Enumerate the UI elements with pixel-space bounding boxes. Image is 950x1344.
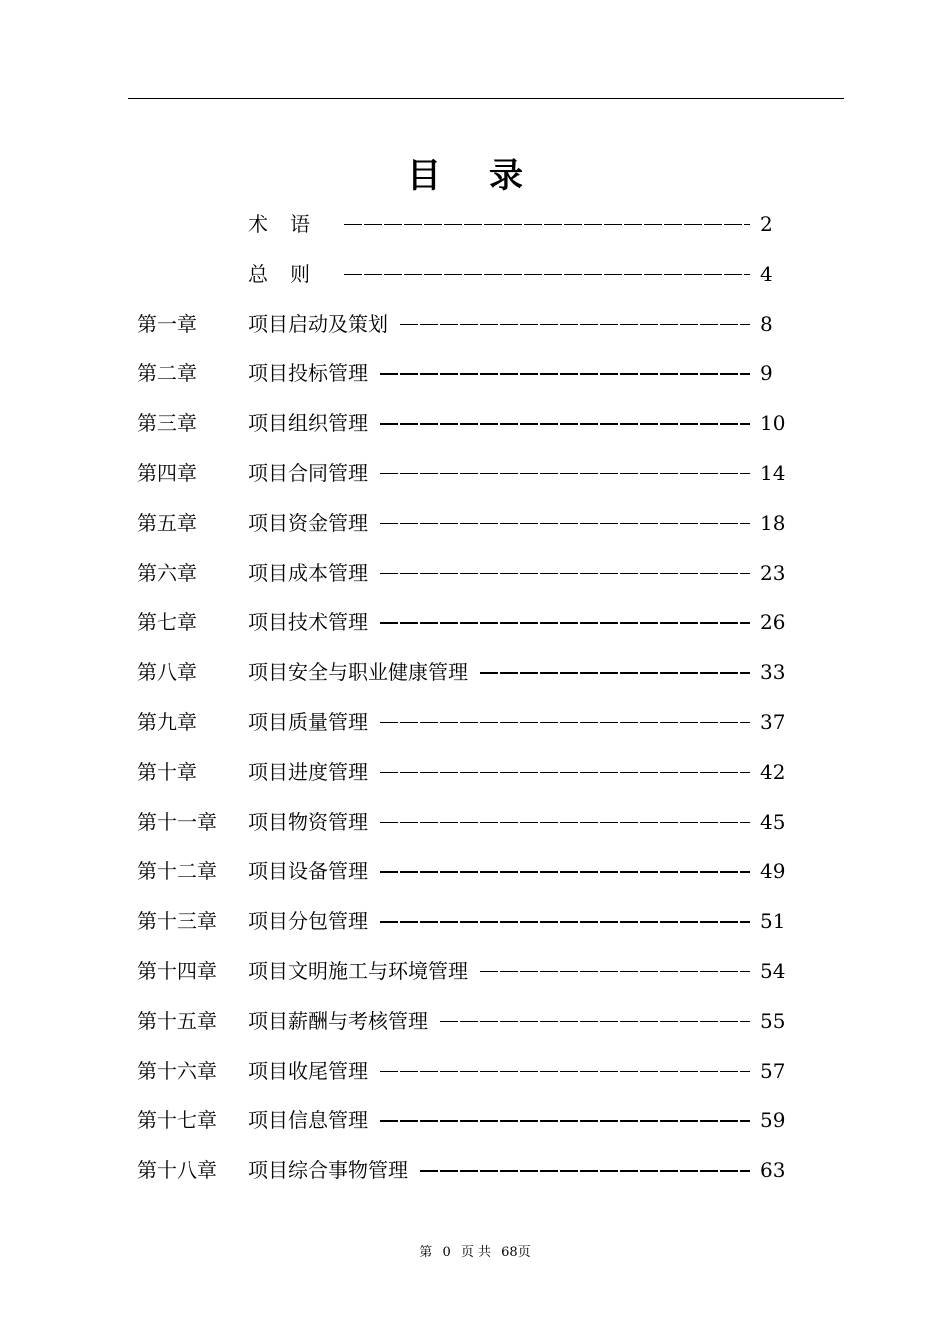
toc-entry[interactable] [0, 598, 950, 648]
toc-title-text: 项目组织管理 [248, 411, 368, 436]
toc-leader-line [440, 1021, 750, 1022]
toc-page-number: 55 [760, 1008, 786, 1033]
toc-title-text: 项目文明施工与环境管理 [248, 958, 468, 983]
toc-leader-line [344, 224, 750, 225]
toc-entry[interactable] [0, 698, 950, 748]
toc-entry[interactable] [0, 399, 950, 449]
toc-title-text: 总则 [248, 261, 332, 286]
toc-chapter-number: 第一章 [137, 311, 197, 336]
toc-leader-line [380, 822, 750, 823]
footer-current-page: 0 [442, 1245, 451, 1260]
toc-chapter-number: 第十八章 [137, 1158, 217, 1183]
toc-chapter-number: 第九章 [137, 709, 197, 734]
toc-leader-line [380, 722, 750, 723]
toc-page-number: 54 [760, 958, 786, 983]
toc-title-text: 项目物资管理 [248, 809, 368, 834]
page-footer [0, 1243, 950, 1263]
toc-entry[interactable] [0, 549, 950, 599]
footer-total-pages: 68页 [501, 1245, 531, 1260]
toc-title-text: 项目合同管理 [248, 460, 368, 485]
toc-leader-line [380, 473, 750, 474]
toc-title-text: 项目收尾管理 [248, 1058, 368, 1083]
toc-entry[interactable] [0, 250, 950, 300]
toc-chapter-number: 第十三章 [137, 909, 217, 934]
toc-entry[interactable] [0, 200, 950, 250]
toc-title-text: 项目薪酬与考核管理 [248, 1008, 428, 1033]
toc-leader-line [380, 1071, 750, 1072]
toc-page-number: 14 [760, 460, 786, 485]
toc-title-text: 项目进度管理 [248, 759, 368, 784]
toc-title-text: 项目技术管理 [248, 610, 368, 635]
toc-page-number: 57 [760, 1058, 786, 1083]
toc-title-text: 项目投标管理 [248, 361, 368, 386]
toc-chapter-number: 第十四章 [137, 958, 217, 983]
toc-leader-line [400, 324, 750, 325]
toc-page-number: 45 [760, 809, 786, 834]
toc-chapter-number: 第二章 [137, 361, 197, 386]
toc-entry[interactable] [0, 1047, 950, 1097]
toc-chapter-number: 第三章 [137, 411, 197, 436]
toc-page-number: 23 [760, 560, 786, 585]
toc-page-number: 10 [760, 411, 786, 436]
toc-leader-line [380, 523, 750, 524]
toc-title-text: 项目资金管理 [248, 510, 368, 535]
toc-leader-line [380, 423, 750, 424]
toc-title-text: 项目成本管理 [248, 560, 368, 585]
toc-entry[interactable] [0, 648, 950, 698]
toc-title-text: 项目综合事物管理 [248, 1158, 408, 1183]
toc-leader-line [380, 573, 750, 574]
toc-leader-line [480, 971, 750, 972]
toc-page-number: 63 [760, 1158, 786, 1183]
toc-page-number: 8 [760, 311, 773, 336]
toc-entry[interactable] [0, 499, 950, 549]
toc-page-number: 26 [760, 610, 786, 635]
toc-title-text: 术语 [248, 212, 332, 236]
toc-chapter-number: 第七章 [137, 610, 197, 635]
toc-entry[interactable] [0, 947, 950, 997]
toc-page-number: 9 [760, 361, 773, 386]
toc-entry[interactable] [0, 1096, 950, 1146]
toc-page-number: 42 [760, 759, 786, 784]
toc-entry[interactable] [0, 300, 950, 350]
toc-title-text: 项目启动及策划 [248, 311, 388, 336]
toc-chapter-number: 第十二章 [137, 859, 217, 884]
toc-entry[interactable] [0, 847, 950, 897]
toc-list [0, 200, 950, 1196]
toc-page-number: 51 [760, 909, 786, 934]
toc-leader-line [380, 622, 750, 623]
toc-leader-line [380, 921, 750, 922]
toc-title-text: 项目安全与职业健康管理 [248, 660, 468, 685]
toc-page-number: 37 [760, 709, 786, 734]
toc-leader-line [380, 772, 750, 773]
toc-chapter-number: 第十一章 [137, 809, 217, 834]
toc-chapter-number: 第十章 [137, 759, 197, 784]
toc-chapter-number: 第十六章 [137, 1058, 217, 1083]
toc-chapter-number: 第八章 [137, 660, 197, 685]
toc-entry[interactable] [0, 349, 950, 399]
toc-page-number: 2 [760, 212, 773, 236]
toc-title-text: 项目分包管理 [248, 909, 368, 934]
toc-leader-line [380, 373, 750, 374]
toc-chapter-number: 第十五章 [137, 1008, 217, 1033]
toc-chapter-number: 第十七章 [137, 1108, 217, 1133]
toc-title-text: 项目设备管理 [248, 859, 368, 884]
toc-page-number: 33 [760, 660, 786, 685]
toc-entry[interactable] [0, 748, 950, 798]
toc-leader-line [380, 1120, 750, 1121]
toc-entry[interactable] [0, 897, 950, 947]
toc-leader-line [480, 672, 750, 673]
toc-title: 目录 [407, 156, 571, 196]
toc-leader-line [380, 871, 750, 872]
toc-entry[interactable] [0, 798, 950, 848]
toc-title-text: 项目质量管理 [248, 709, 368, 734]
toc-title-text: 项目信息管理 [248, 1108, 368, 1133]
footer-prefix: 第 [419, 1245, 433, 1260]
toc-entry[interactable] [0, 449, 950, 499]
footer-mid: 页 共 [460, 1245, 492, 1260]
toc-entry[interactable] [0, 997, 950, 1047]
toc-page-number: 18 [760, 510, 786, 535]
toc-page-number: 4 [760, 261, 773, 286]
toc-chapter-number: 第五章 [137, 510, 197, 535]
toc-leader-line [344, 274, 750, 275]
toc-entry[interactable] [0, 1146, 950, 1196]
toc-leader-line [420, 1170, 750, 1171]
toc-chapter-number: 第四章 [137, 460, 197, 485]
toc-chapter-number: 第六章 [137, 560, 197, 585]
toc-page-number: 59 [760, 1108, 786, 1133]
toc-page-number: 49 [760, 859, 786, 884]
header-rule [128, 98, 844, 99]
